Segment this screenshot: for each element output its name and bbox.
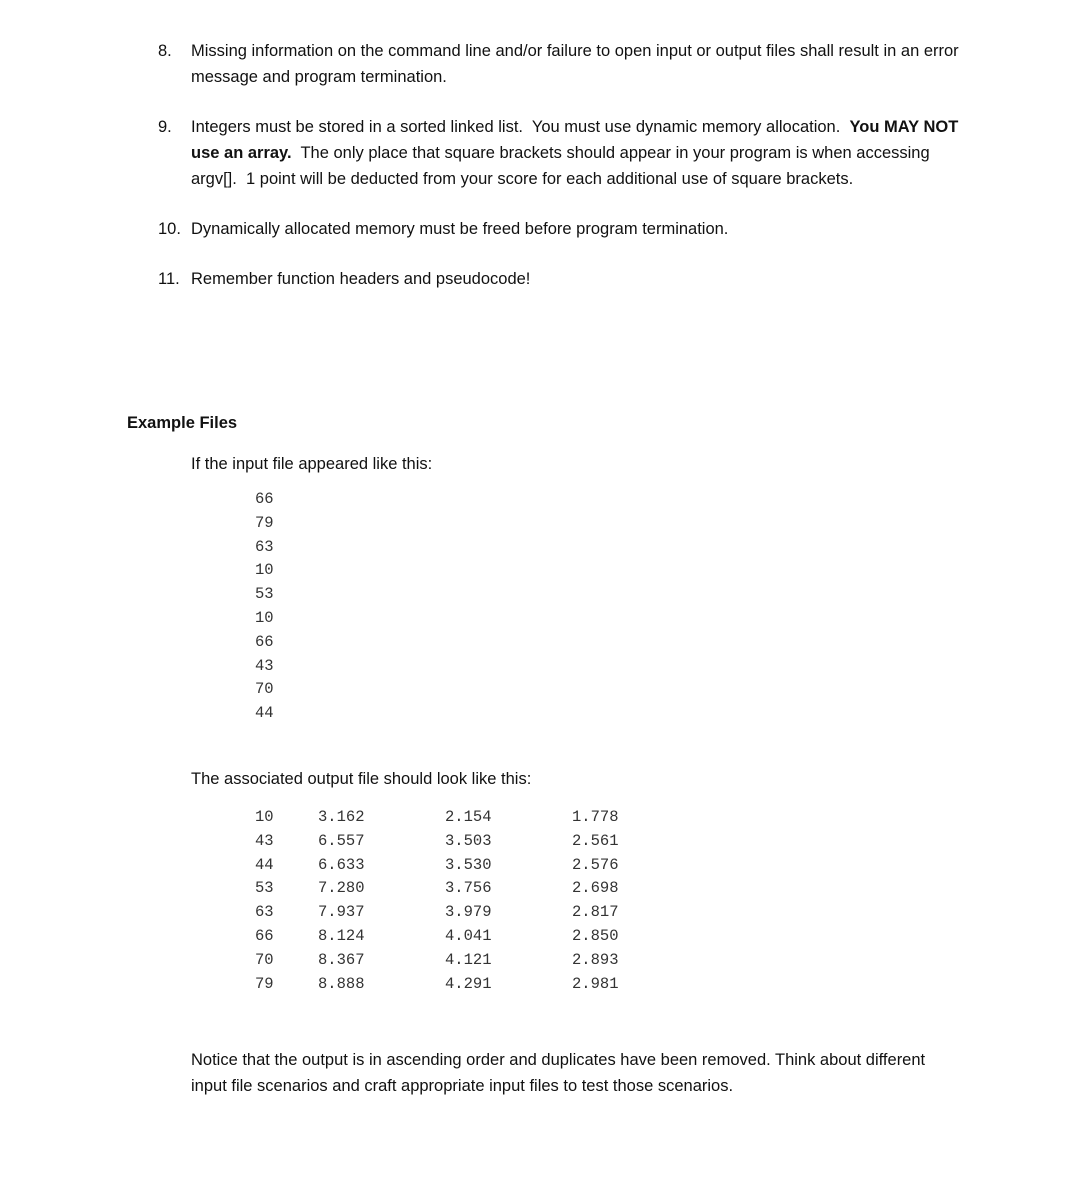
requirement-emphasis: You MAY NOT use an array. — [191, 118, 963, 162]
input-intro-text: If the input file appeared like this: — [191, 455, 433, 473]
output-cell: 4.121 — [445, 950, 492, 969]
requirement-text — [191, 114, 966, 192]
output-intro-text: The associated output file should look like this: — [191, 770, 532, 788]
notice-paragraph: Notice that the output is in ascending order and duplicates have been removed. Think about different input file scenarios and craft appropriate input files to test those scenarios. — [191, 1051, 926, 1095]
requirement-text — [191, 38, 966, 90]
output-row — [255, 949, 652, 973]
input-value: 10 — [255, 608, 274, 627]
requirements-list — [0, 38, 1080, 316]
output-cell: 6.633 — [318, 855, 365, 874]
example-files-heading: Example Files — [127, 414, 238, 432]
output-row — [255, 973, 652, 997]
output-cell: 7.937 — [318, 903, 365, 922]
output-cell: 7.280 — [318, 879, 365, 898]
output-cell: 79 — [255, 974, 274, 993]
requirement-text-span: Dynamically allocated memory must be freed before program termination. — [191, 220, 729, 238]
output-row — [255, 806, 652, 830]
requirement-text — [191, 216, 966, 242]
output-cell: 10 — [255, 808, 274, 826]
requirement-text — [191, 266, 966, 292]
output-cell: 1.778 — [572, 808, 619, 826]
output-row — [255, 901, 652, 925]
input-value: 66 — [255, 490, 274, 508]
output-cell: 2.893 — [572, 950, 619, 969]
requirement-item — [0, 266, 1080, 292]
input-value: 79 — [255, 513, 274, 532]
output-cell: 8.124 — [318, 926, 365, 945]
input-value: 70 — [255, 680, 274, 699]
output-cell: 2.576 — [572, 855, 619, 874]
input-value: 10 — [255, 561, 274, 580]
input-value: 63 — [255, 537, 274, 556]
output-cell: 3.979 — [445, 903, 492, 922]
requirement-text-span: Missing information on the command line and/or failure to open input or output files shall result in an error message and program termination. — [191, 42, 964, 86]
requirement-number: 8. — [158, 42, 172, 60]
requirement-text-span: Remember function headers and pseudocode! — [191, 270, 531, 288]
output-cell: 53 — [255, 879, 274, 898]
output-cell: 3.162 — [318, 808, 365, 826]
output-cell: 43 — [255, 831, 274, 850]
output-cell: 4.041 — [445, 926, 492, 945]
output-row — [255, 854, 652, 878]
output-cell: 63 — [255, 903, 274, 922]
output-cell: 8.888 — [318, 974, 365, 993]
example-output-file — [255, 806, 652, 996]
output-cell: 6.557 — [318, 831, 365, 850]
output-cell: 8.367 — [318, 950, 365, 969]
requirement-item — [0, 114, 1080, 192]
output-cell: 2.561 — [572, 831, 619, 850]
output-cell: 2.698 — [572, 879, 619, 898]
requirement-text-span: The only place that square brackets should appear in your program is when accessing argv[]. 1 point will be deducted from your score for each additional use of square brackets. — [191, 144, 935, 188]
input-value: 44 — [255, 704, 274, 723]
requirement-item — [0, 38, 1080, 90]
output-cell: 2.981 — [572, 974, 619, 993]
output-cell: 44 — [255, 855, 274, 874]
output-cell: 3.756 — [445, 879, 492, 898]
requirement-text-span: Integers must be stored in a sorted linked list. You must use dynamic memory allocation. — [191, 118, 850, 136]
output-row — [255, 925, 652, 949]
output-cell: 70 — [255, 950, 274, 969]
output-row — [255, 877, 652, 901]
output-cell: 2.817 — [572, 903, 619, 922]
requirement-number: 11. — [158, 270, 180, 288]
example-input-file — [255, 488, 274, 726]
output-cell: 66 — [255, 926, 274, 945]
requirement-item — [0, 216, 1080, 242]
output-cell: 4.291 — [445, 974, 492, 993]
requirement-number: 9. — [158, 118, 172, 136]
output-cell: 3.503 — [445, 831, 492, 850]
output-cell: 2.154 — [445, 808, 492, 826]
output-row — [255, 830, 652, 854]
requirement-number: 10. — [158, 220, 181, 238]
input-value: 43 — [255, 656, 274, 675]
input-value: 66 — [255, 632, 274, 651]
input-value: 53 — [255, 585, 274, 604]
output-cell: 3.530 — [445, 855, 492, 874]
output-cell: 2.850 — [572, 926, 619, 945]
